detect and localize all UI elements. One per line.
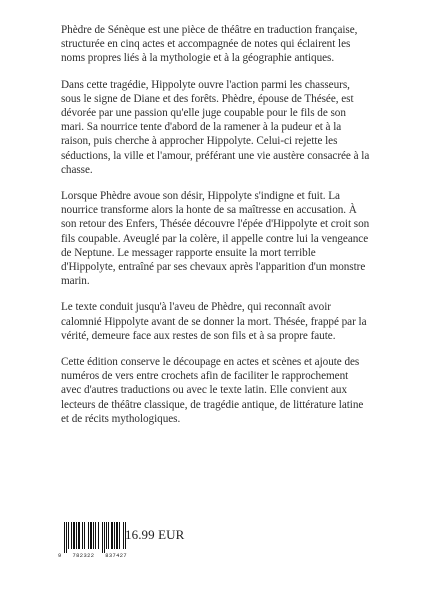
barcode-bar [68, 522, 69, 549]
barcode-bar [90, 522, 92, 549]
blurb-paragraph-5: Cette édition conserve le découpage en actes et scènes et ajoute des numéros de vers entre crochets afin de faciliter le rapprochement avec d'autres traductions ou avec le texte latin. Elle convient aux lecteurs de théâtre classique, de tragédie antique, de littérature latine et de récits mythologiques. [61, 356, 364, 425]
barcode-bar [76, 522, 77, 549]
barcode-bar [84, 522, 85, 549]
barcode-bars [64, 522, 126, 553]
barcode-digits: 9 782322 837427 [58, 553, 128, 559]
barcode-bar [102, 522, 103, 553]
barcode-bar [64, 522, 65, 553]
barcode-bar [106, 522, 107, 549]
barcode-bar [104, 522, 105, 553]
blurb-paragraph-2: Dans cette tragédie, Hippolyte ouvre l'action parmi les chasseurs, sous le signe de Diane et des forêts. Phèdre, épouse de Thésée, est dévorée par une passion qu'elle juge coupable pour le fils de son mari. Sa nourrice tente d'abord de la ramener à la pudeur et à la raison, puis cherche à approcher Hippolyte. Celui-ci rejette les séductions, la ville et l'amour, préférant une vie austère consacrée à la chasse. [61, 78, 370, 176]
barcode-bar [82, 522, 83, 549]
barcode-bar [66, 522, 67, 553]
barcode-bar [93, 522, 94, 549]
barcode-bar [114, 522, 115, 549]
barcode-bar [119, 522, 120, 549]
barcode-bar [116, 522, 118, 549]
blurb [61, 23, 371, 438]
blurb-paragraph-1: Phèdre de Sénèque est une pièce de théâtre en traduction française, structurée en cinq actes et accompagnée de notes qui éclairent les noms propres liés à la mythologie et à la géographie antiques. [61, 24, 358, 65]
price-label: 16.99 EUR [125, 527, 185, 542]
blurb-paragraph-4: Le texte conduit jusqu'à l'aveu de Phèdre, qui reconnaît avoir calomnié Hippolyte avant de se donner la mort. Thésée, frappé par la vérité, demeure face aux restes de son fils et à sa propre faute. [61, 301, 367, 342]
barcode-bar [88, 522, 89, 549]
barcode-bar [108, 522, 109, 549]
barcode-bar [73, 522, 75, 549]
barcode-bar [95, 522, 96, 549]
barcode-bar [71, 522, 72, 549]
barcode-bar [78, 522, 80, 549]
barcode-bar [98, 522, 99, 549]
barcode-bar [123, 522, 124, 549]
barcode-bar [111, 522, 113, 549]
blurb-paragraph-3: Lorsque Phèdre avoue son désir, Hippolyte s'indigne et fuit. La nourrice transforme alors la honte de sa maîtresse en accusation. À son retour des Enfers, Thésée découvre l'épée d'Hippolyte et croit son fils coupable. Aveuglé par la colère, il appelle contre lui la vengeance de Neptune. Le messager rapporte ensuite la mort terrible d'Hippolyte, entraîné par ses chevaux après l'apparition d'un monstre marin. [61, 190, 370, 288]
